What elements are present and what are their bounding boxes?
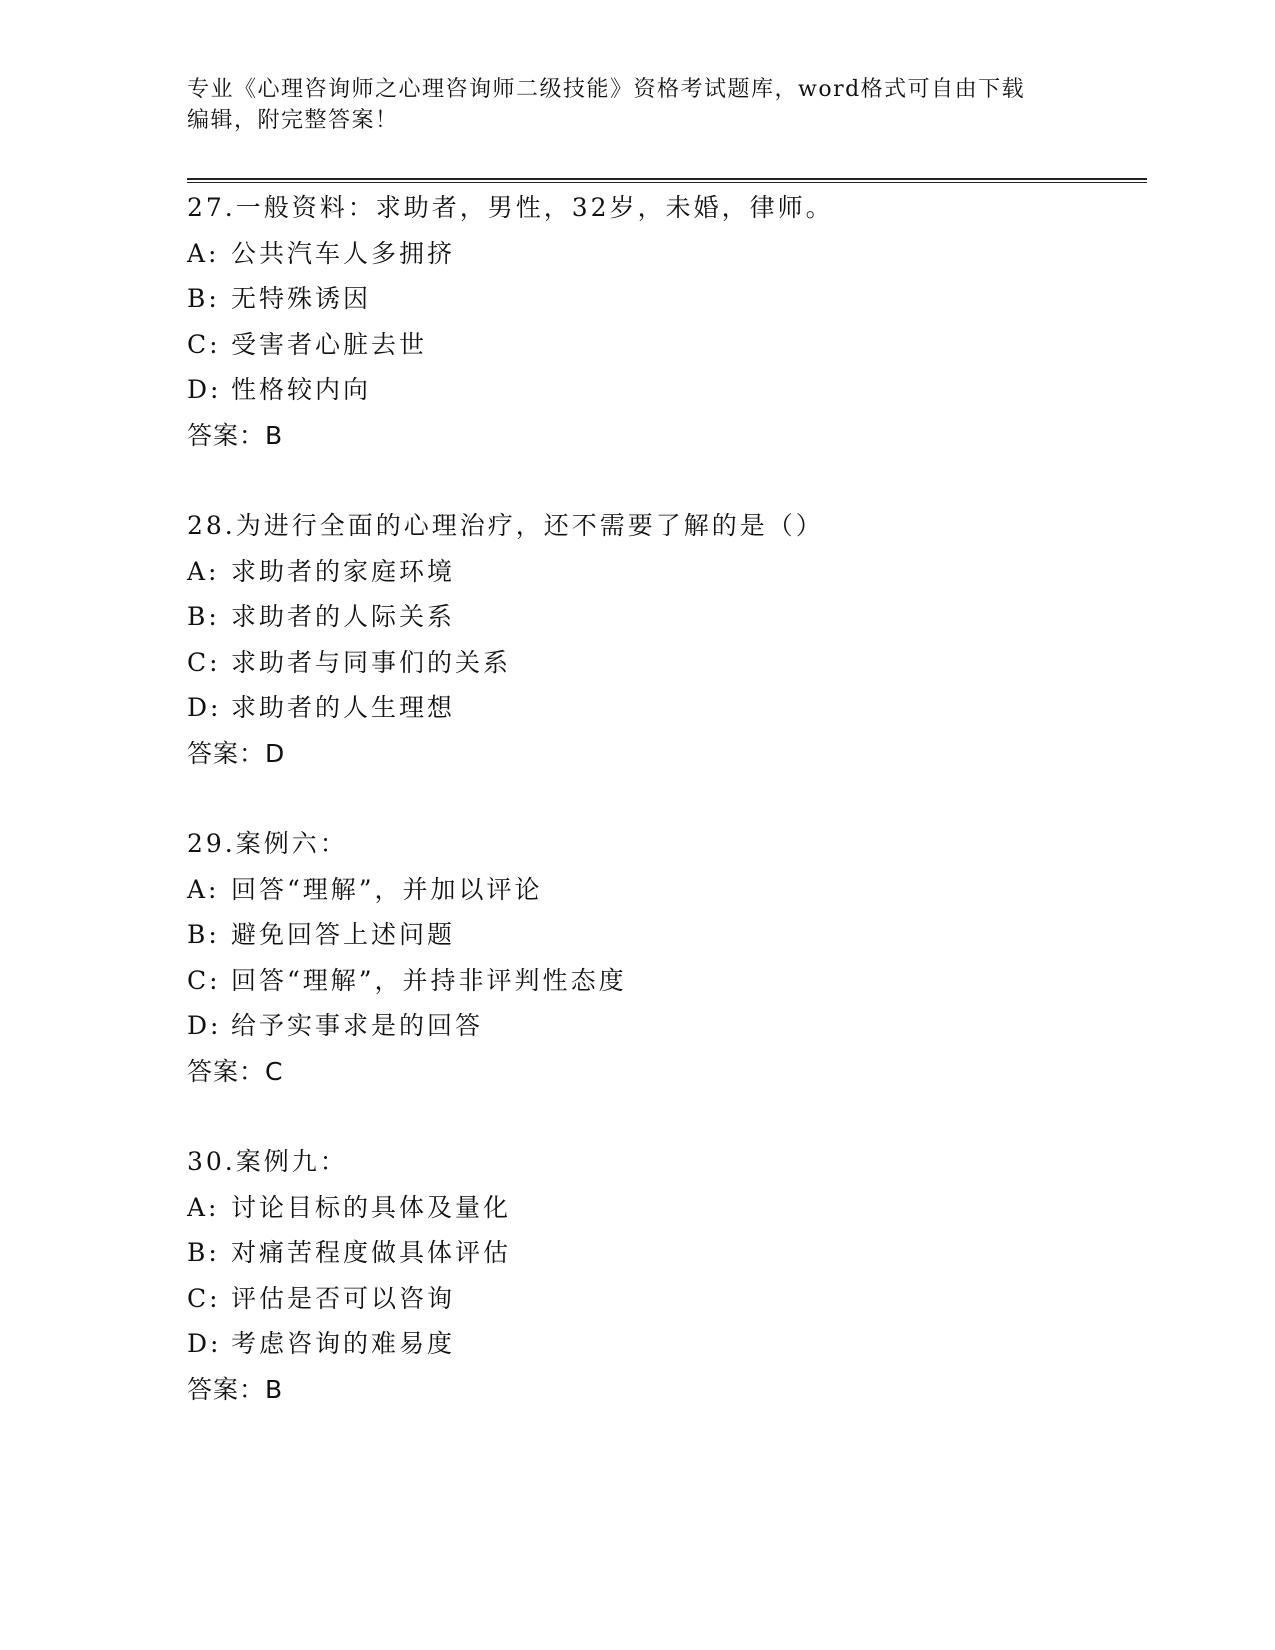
option-text: 受害者心脏去世 [231,329,428,359]
option-d [187,1003,1087,1049]
option-c [187,640,1087,686]
option-key: A: [187,238,220,268]
option-key: C: [187,1283,221,1313]
option-b [187,276,1087,322]
option-key: C: [187,647,221,677]
question-27 [187,185,1087,458]
option-key: A: [187,556,220,586]
question-stem: 27.一般资料：求助者，男性，32岁，未婚，律师。 [187,193,834,222]
document-header [187,74,1067,136]
option-a [187,231,1087,277]
option-text: 性格较内向 [231,375,372,404]
option-key: D: [187,1011,222,1040]
option-text: 求助者的家庭环境 [231,556,456,586]
option-key: C: [187,329,221,359]
answer-line: 答案：B [187,420,284,450]
option-key: B: [187,284,220,313]
option-key: D: [187,1329,222,1358]
option-text: 回答“理解”，并持非评判性态度 [231,965,627,995]
option-d [187,685,1087,731]
answer-line: 答案：B [187,1374,284,1404]
option-text: 求助者的人生理想 [231,693,456,722]
option-b [187,912,1087,958]
option-text: 给予实事求是的回答 [231,1011,484,1040]
question-28 [187,503,1087,776]
option-b [187,594,1087,640]
answer-line: 答案：D [187,738,286,768]
option-text: 公共汽车人多拥挤 [231,238,456,268]
option-d [187,1321,1087,1367]
option-b [187,1230,1087,1276]
option-a [187,867,1087,913]
header-line-2: 编辑，附完整答案！ [187,108,399,133]
option-c [187,322,1087,368]
header-line-1: 专业《心理咨询师之心理咨询师二级技能》资格考试题库，word格式可自由下载 [187,77,1026,102]
question-stem: 28.为进行全面的心理治疗，还不需要了解的是（） [187,511,824,540]
option-text: 求助者的人际关系 [231,602,456,631]
option-text: 考虑咨询的难易度 [231,1329,456,1358]
answer-line: 答案：C [187,1056,284,1086]
question-stem: 30.案例九： [187,1147,348,1176]
option-key: A: [187,1192,220,1222]
option-text: 讨论目标的具体及量化 [231,1192,512,1222]
option-key: D: [187,375,222,404]
option-key: B: [187,920,220,949]
option-d [187,367,1087,413]
option-c [187,1276,1087,1322]
question-29 [187,821,1087,1094]
option-text: 无特殊诱因 [231,284,372,313]
option-key: C: [187,965,221,995]
option-text: 对痛苦程度做具体评估 [231,1238,512,1267]
option-key: B: [187,602,220,631]
question-30 [187,1139,1087,1412]
option-text: 求助者与同事们的关系 [231,647,512,677]
option-text: 评估是否可以咨询 [231,1283,456,1313]
header-divider [187,178,1147,183]
option-key: B: [187,1238,220,1267]
option-key: D: [187,693,222,722]
option-key: A: [187,874,220,904]
option-a [187,549,1087,595]
option-c [187,958,1087,1004]
question-stem: 29.案例六： [187,829,348,858]
option-text: 避免回答上述问题 [231,920,456,949]
option-text: 回答“理解”，并加以评论 [231,874,543,904]
option-a [187,1185,1087,1231]
